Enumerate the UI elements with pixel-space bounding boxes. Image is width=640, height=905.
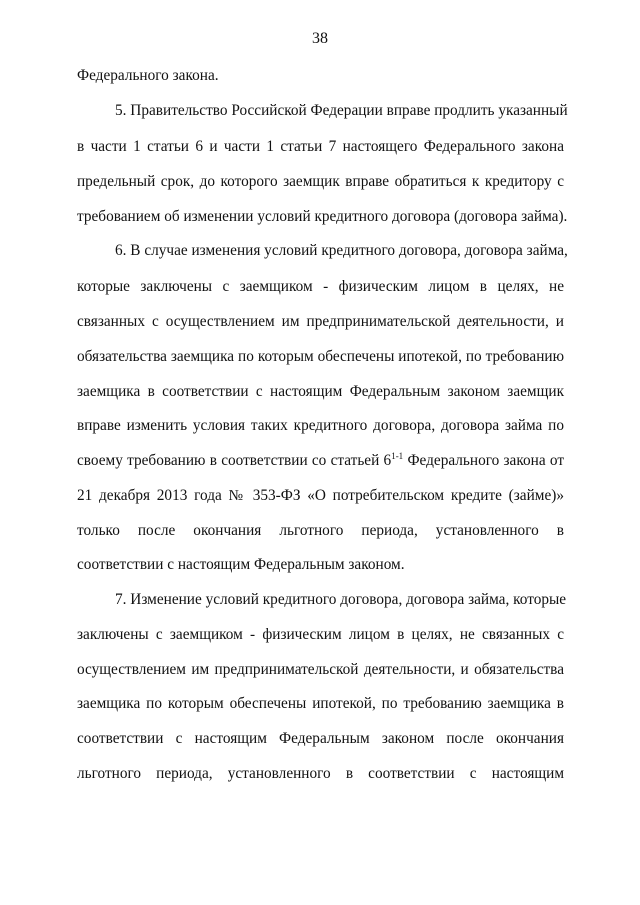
text-line: заключены с заемщиком - физическим лицом в целях, не связанных с (77, 626, 564, 643)
text-line-with-superscript (77, 451, 564, 471)
text-line: в части 1 статьи 6 и части 1 статьи 7 настоящего Федерального закона (77, 138, 564, 155)
text-line: Федерального закона. (77, 67, 219, 84)
text-fragment: своему требованию в соответствии со статьей 6 (77, 452, 392, 469)
paragraph-7-first-line: 7. Изменение условий кредитного договора, договора займа, которые (115, 591, 567, 608)
text-line: связанных с осуществлением им предпринимательской деятельности, и (77, 313, 564, 330)
article-superscript: 1-1 (391, 451, 404, 461)
paragraph-5-first-line: 5. Правительство Российской Федерации вправе продлить указанный (115, 102, 568, 119)
text-line: предельный срок, до которого заемщик вправе обратиться к кредитору с (77, 173, 564, 190)
text-line: соответствии с настоящим Федеральным законом. (77, 556, 405, 573)
text-line: соответствии с настоящим Федеральным законом после окончания (77, 730, 564, 747)
paragraph-6-first-line: 6. В случае изменения условий кредитного договора, договора займа, (115, 242, 568, 259)
text-line: 21 декабря 2013 года № 353-ФЗ «О потребительском кредите (займе)» (77, 487, 564, 504)
text-line: заемщика в соответствии с настоящим Федеральным законом заемщик (77, 383, 564, 400)
text-line: вправе изменить условия таких кредитного договора, договора займа по (77, 417, 564, 434)
text-line: осуществлением им предпринимательской деятельности, и обязательства (77, 661, 564, 678)
text-line: требованием об изменении условий кредитного договора (договора займа). (77, 208, 568, 225)
text-line: обязательства заемщика по которым обеспечены ипотекой, по требованию (77, 348, 564, 365)
text-line: льготного периода, установленного в соответствии с настоящим (77, 765, 564, 782)
text-line: заемщика по которым обеспечены ипотекой, по требованию заемщика в (77, 695, 564, 712)
page-number: 38 (312, 30, 328, 47)
text-fragment: Федерального закона от (407, 452, 565, 469)
text-line: только после окончания льготного периода, установленного в (77, 522, 564, 539)
text-line: которые заключены с заемщиком - физическим лицом в целях, не (77, 278, 564, 295)
